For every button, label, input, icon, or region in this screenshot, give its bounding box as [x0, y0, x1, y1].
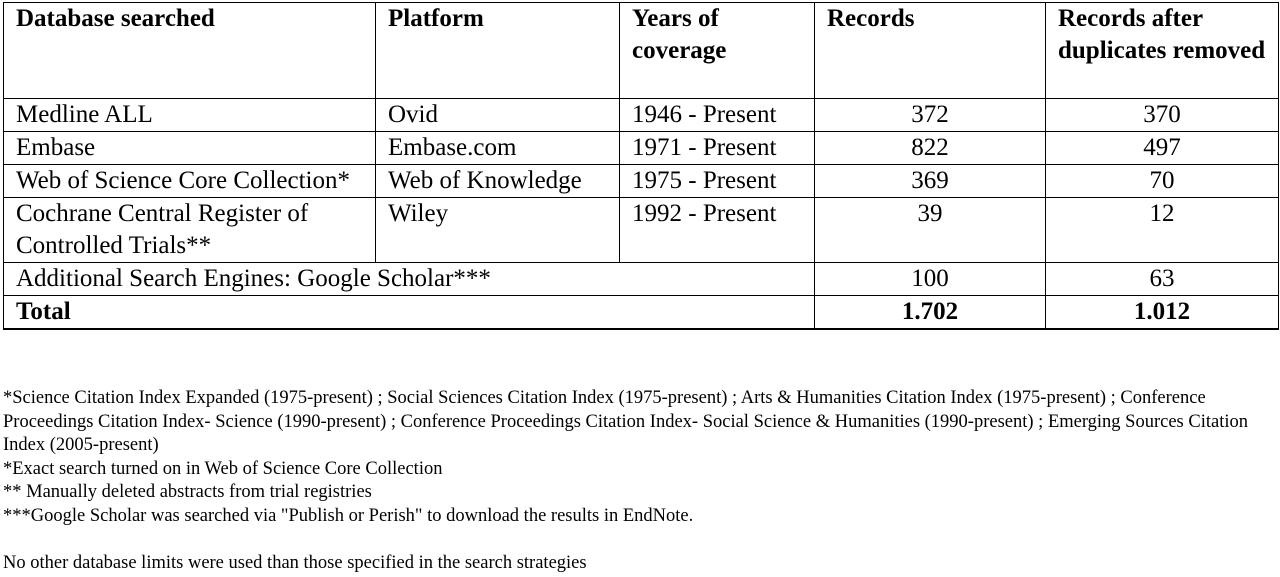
- records-after-cell: 12: [1046, 198, 1279, 263]
- records-cell: 372: [815, 99, 1046, 132]
- platform-cell: Wiley: [376, 198, 620, 263]
- header-records: Records: [815, 3, 1046, 99]
- header-records-after-duplicates: Records after duplicates removed: [1046, 3, 1279, 99]
- records-after-cell: 63: [1046, 263, 1279, 296]
- table-row: [4, 99, 1279, 132]
- header-database-searched: Database searched: [4, 3, 376, 99]
- years-cell: 1975 - Present: [620, 165, 815, 198]
- table-header-row: [4, 3, 1279, 99]
- platform-cell: Web of Knowledge: [376, 165, 620, 198]
- database-cell: Medline ALL: [4, 99, 376, 132]
- database-cell: Web of Science Core Collection*: [4, 165, 376, 198]
- records-cell: 100: [815, 263, 1046, 296]
- total-records: 1.702: [815, 296, 1046, 330]
- closing-note: No other database limits were used than those specified in the search strategies: [3, 552, 587, 573]
- table-row: [4, 132, 1279, 165]
- records-cell: 822: [815, 132, 1046, 165]
- additional-search-engines-cell: Additional Search Engines: Google Scholar***: [4, 263, 815, 296]
- footnote-exact-search: *Exact search turned on in Web of Science Core Collection: [3, 458, 443, 479]
- header-years-of-coverage: Years of coverage: [620, 3, 815, 99]
- years-cell: 1971 - Present: [620, 132, 815, 165]
- total-records-after: 1.012: [1046, 296, 1279, 330]
- records-after-cell: 70: [1046, 165, 1279, 198]
- total-row: [4, 296, 1279, 330]
- header-platform: Platform: [376, 3, 620, 99]
- database-cell: Embase: [4, 132, 376, 165]
- footnote-citation-indexes: *Science Citation Index Expanded (1975-present) ; Social Sciences Citation Index (1975-present) ; Arts & Humanities Citation Index (1975-present) ; Conference Proceedings Citation Index- Science (1990-present) ; Conference Proceedings Citation Index- Social Science & Humanities (1990-present) ; Emerging Sources Citation Index (2005-present): [3, 388, 1248, 455]
- platform-cell: Ovid: [376, 99, 620, 132]
- additional-row: [4, 263, 1279, 296]
- footnotes: [3, 387, 1273, 575]
- records-cell: 369: [815, 165, 1046, 198]
- footnote-google-scholar: ***Google Scholar was searched via "Publish or Perish" to download the results in EndNote.: [3, 505, 694, 526]
- database-cell: Cochrane Central Register of Controlled Trials**: [4, 198, 376, 263]
- footnote-trial-registries: ** Manually deleted abstracts from trial registries: [3, 482, 372, 502]
- years-cell: 1992 - Present: [620, 198, 815, 263]
- platform-cell: Embase.com: [376, 132, 620, 165]
- years-cell: 1946 - Present: [620, 99, 815, 132]
- records-after-cell: 370: [1046, 99, 1279, 132]
- table-row: [4, 165, 1279, 198]
- records-cell: 39: [815, 198, 1046, 263]
- records-after-cell: 497: [1046, 132, 1279, 165]
- table-row: [4, 198, 1279, 263]
- total-label: Total: [4, 296, 815, 330]
- search-results-table: [3, 2, 1279, 330]
